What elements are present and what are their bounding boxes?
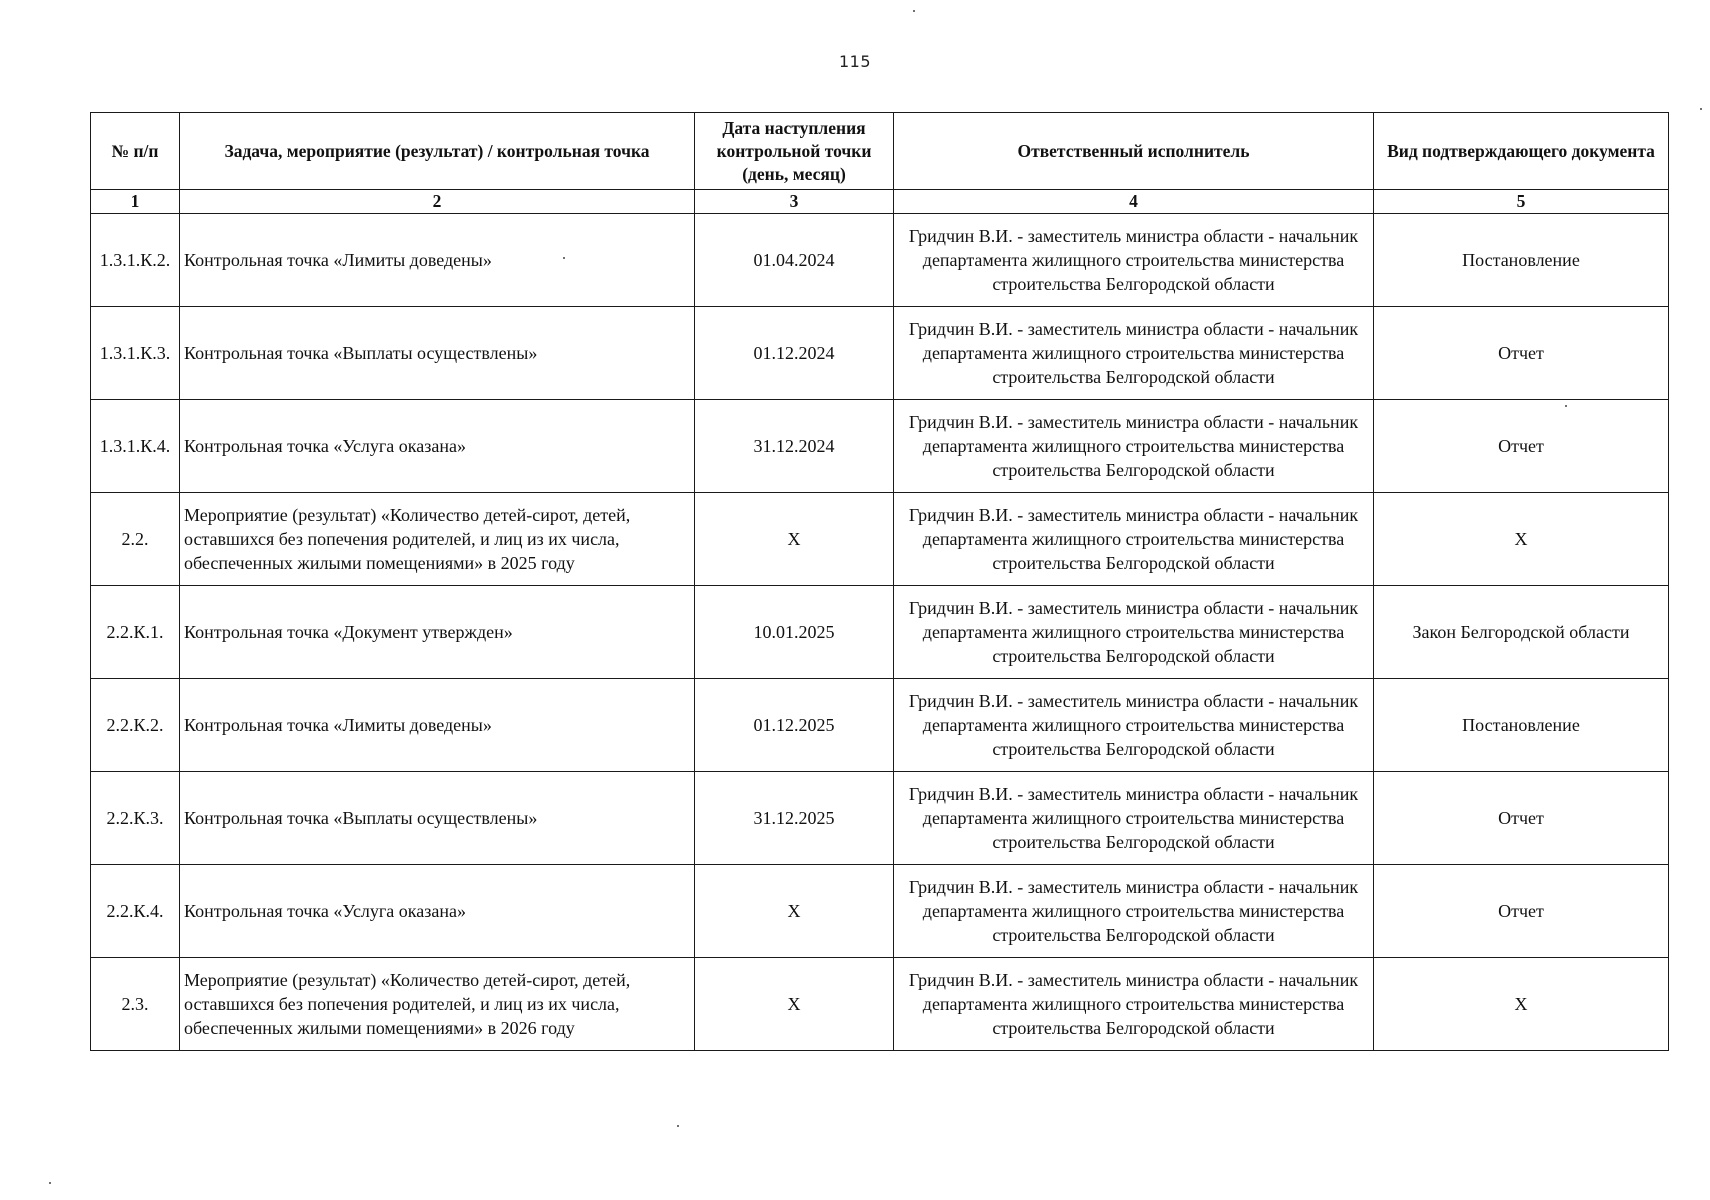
row-responsible: Гридчин В.И. - заместитель министра области - начальник департамента жилищного строительства министерства строительства Белгородской области	[894, 586, 1374, 679]
scan-speck	[49, 1182, 51, 1184]
header-document: Вид подтверждающего документа	[1374, 113, 1669, 190]
row-date: 01.12.2024	[695, 307, 894, 400]
row-date: 31.12.2024	[695, 400, 894, 493]
row-responsible: Гридчин В.И. - заместитель министра области - начальник департамента жилищного строительства министерства строительства Белгородской области	[894, 400, 1374, 493]
row-responsible: Гридчин В.И. - заместитель министра области - начальник департамента жилищного строительства министерства строительства Белгородской области	[894, 307, 1374, 400]
row-responsible: Гридчин В.И. - заместитель министра области - начальник департамента жилищного строительства министерства строительства Белгородской области	[894, 493, 1374, 586]
control-points-table	[90, 112, 1669, 1051]
row-document: Отчет	[1374, 772, 1669, 865]
row-number: 2.2.	[91, 493, 180, 586]
row-number: 1.3.1.К.4.	[91, 400, 180, 493]
header-task: Задача, мероприятие (результат) / контрольная точка	[180, 113, 695, 190]
row-task: Мероприятие (результат) «Количество детей-сирот, детей, оставшихся без попечения родителей, и лиц из их числа, обеспеченных жилыми помещениями» в 2026 году	[180, 958, 695, 1051]
row-number: 2.2.К.1.	[91, 586, 180, 679]
scan-speck	[1565, 405, 1567, 407]
row-number: 2.3.	[91, 958, 180, 1051]
row-responsible: Гридчин В.И. - заместитель министра области - начальник департамента жилищного строительства министерства строительства Белгородской области	[894, 679, 1374, 772]
page-number: 115	[838, 52, 872, 71]
row-date: Х	[695, 865, 894, 958]
column-number: 5	[1374, 190, 1669, 214]
row-task: Контрольная точка «Выплаты осуществлены»	[180, 772, 695, 865]
scan-speck	[913, 10, 915, 12]
column-number: 2	[180, 190, 695, 214]
header-number: № п/п	[91, 113, 180, 190]
row-date: Х	[695, 958, 894, 1051]
column-number: 4	[894, 190, 1374, 214]
row-task: Контрольная точка «Услуга оказана»	[180, 865, 695, 958]
header-responsible: Ответственный исполнитель	[894, 113, 1374, 190]
row-number: 2.2.К.3.	[91, 772, 180, 865]
row-date: 01.12.2025	[695, 679, 894, 772]
row-number: 2.2.К.4.	[91, 865, 180, 958]
table-row	[91, 586, 1669, 679]
scan-speck	[563, 257, 565, 259]
table-row	[91, 679, 1669, 772]
row-task: Контрольная точка «Лимиты доведены»	[180, 214, 695, 307]
row-document: Отчет	[1374, 400, 1669, 493]
row-document: Закон Белгородской области	[1374, 586, 1669, 679]
row-document: Х	[1374, 958, 1669, 1051]
table-row	[91, 214, 1669, 307]
row-date: 31.12.2025	[695, 772, 894, 865]
row-document: Отчет	[1374, 307, 1669, 400]
header-date: Дата наступления контрольной точки (день, месяц)	[695, 113, 894, 190]
table-header-row	[91, 113, 1669, 190]
row-number: 1.3.1.К.2.	[91, 214, 180, 307]
table-row	[91, 865, 1669, 958]
column-number: 1	[91, 190, 180, 214]
table-row	[91, 307, 1669, 400]
row-date: Х	[695, 493, 894, 586]
row-document: Постановление	[1374, 679, 1669, 772]
row-responsible: Гридчин В.И. - заместитель министра области - начальник департамента жилищного строительства министерства строительства Белгородской области	[894, 214, 1374, 307]
scan-speck	[1700, 108, 1702, 110]
table-row	[91, 772, 1669, 865]
row-document: Х	[1374, 493, 1669, 586]
table-row	[91, 400, 1669, 493]
scan-speck	[677, 1125, 679, 1127]
row-number: 2.2.К.2.	[91, 679, 180, 772]
table-row	[91, 493, 1669, 586]
row-task: Контрольная точка «Услуга оказана»	[180, 400, 695, 493]
row-document: Отчет	[1374, 865, 1669, 958]
column-number: 3	[695, 190, 894, 214]
row-task: Контрольная точка «Лимиты доведены»	[180, 679, 695, 772]
row-task: Контрольная точка «Выплаты осуществлены»	[180, 307, 695, 400]
table-row	[91, 958, 1669, 1051]
row-responsible: Гридчин В.И. - заместитель министра области - начальник департамента жилищного строительства министерства строительства Белгородской области	[894, 772, 1374, 865]
row-number: 1.3.1.К.3.	[91, 307, 180, 400]
row-task: Мероприятие (результат) «Количество детей-сирот, детей, оставшихся без попечения родителей, и лиц из их числа, обеспеченных жилыми помещениями» в 2025 году	[180, 493, 695, 586]
row-date: 10.01.2025	[695, 586, 894, 679]
row-responsible: Гридчин В.И. - заместитель министра области - начальник департамента жилищного строительства министерства строительства Белгородской области	[894, 958, 1374, 1051]
column-numbers-row	[91, 190, 1669, 214]
table-body	[91, 214, 1669, 1051]
row-task: Контрольная точка «Документ утвержден»	[180, 586, 695, 679]
row-date: 01.04.2024	[695, 214, 894, 307]
row-responsible: Гридчин В.И. - заместитель министра области - начальник департамента жилищного строительства министерства строительства Белгородской области	[894, 865, 1374, 958]
row-document: Постановление	[1374, 214, 1669, 307]
